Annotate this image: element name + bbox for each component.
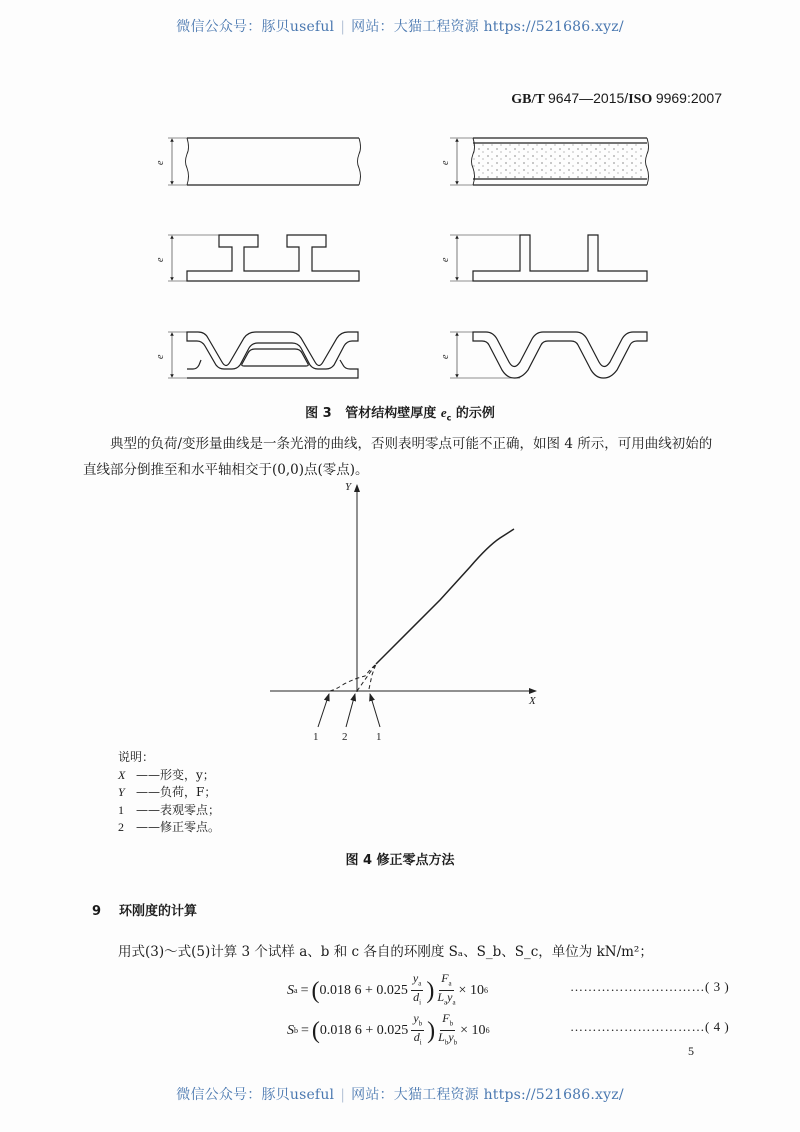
- watermark-separator: |: [340, 1087, 346, 1103]
- eq-deflection: y: [447, 990, 453, 1005]
- equation-3: S a = ( 0.018 6 + 0.025 $\frac{y_a}{d_i}$ ) $\frac{F_a}{L_ay_a}$ × 10 6: [287, 972, 488, 1010]
- eq-length: L: [438, 1030, 445, 1045]
- watermark-bottom: [0, 1084, 800, 1104]
- section-title: 环刚度的计算: [119, 904, 198, 919]
- panel-solid-wall: [168, 138, 361, 185]
- watermark-separator: |: [340, 19, 346, 35]
- iso-number: 9969:2007: [655, 90, 722, 106]
- legend-key: X: [118, 767, 126, 782]
- page-number: 5: [688, 1044, 694, 1058]
- watermark-site: 网站：大猫工程资源 https://521686.xyz/: [351, 19, 624, 35]
- equation-intro: 用式(3)～式(5)计算 3 个试样 a、b 和 c 各自的环刚度 Sₐ、S_b、S_c，单位为 kN/m²；: [118, 944, 653, 960]
- body-paragraph: 典型的负荷/变形量曲线是一条光滑的曲线，否则表明零点可能不正确，如图 4 所示，可用曲线初始的直线部分倒推至和水平轴相交于(0,0)点(零点)。: [83, 436, 713, 478]
- watermark-site: 网站：大猫工程资源 https://521686.xyz/: [351, 1087, 624, 1103]
- eq-lhs: S: [287, 1022, 294, 1038]
- eq-label: ( 4 ): [705, 1019, 730, 1034]
- eq-constants: 0.018 6 + 0.025: [319, 982, 408, 998]
- dim-label-ec: e: [155, 257, 166, 262]
- section-heading: [92, 900, 197, 919]
- y-axis-label: Y: [345, 481, 352, 493]
- extrapolation-line: [357, 664, 376, 691]
- standard-prefix: GB/T: [511, 92, 545, 107]
- panel-i-rib-wall: [168, 235, 359, 281]
- eq-deflection-sub: a: [452, 998, 456, 1007]
- caption-suffix: 的示例: [455, 406, 495, 421]
- eq-fraction-f-ly: [438, 1012, 457, 1050]
- panel-foam-core-wall: [450, 138, 649, 185]
- figure4-chart: [0, 470, 800, 750]
- legend-title: 说明：: [118, 750, 155, 764]
- eq-force: F: [441, 971, 449, 985]
- eq-fraction-y-d: [411, 1012, 424, 1050]
- figure3-caption: [0, 402, 800, 423]
- eq-lhs-sub: b: [294, 1026, 298, 1036]
- legend-text: ——修正零点。: [136, 820, 221, 834]
- marker-label-2: 2: [342, 731, 348, 743]
- eq-num: y: [413, 1011, 419, 1025]
- eq-length-sub: b: [444, 1038, 449, 1047]
- eq-den-sub: i: [419, 998, 422, 1007]
- dim-label-ec: e: [155, 160, 166, 165]
- eq-num: y: [412, 971, 419, 985]
- x-axis-label: X: [529, 695, 536, 707]
- eq-multiplier: × 10: [460, 1022, 486, 1038]
- marker-arrow-2: [346, 694, 355, 727]
- caption-text: 管材结构壁厚度: [345, 406, 437, 421]
- marker-arrow-1-left: [318, 694, 329, 727]
- dim-label-ec: e: [440, 354, 451, 359]
- equation-4: S b = ( 0.018 6 + 0.025 $\frac{y_b}{d_i}$ ) $\frac{F_b}{L_by_b}$ × 10 6: [287, 1012, 490, 1050]
- legend-key: 2: [118, 820, 124, 834]
- legend-text: ——表观零点；: [136, 802, 221, 817]
- panel-corrugated-wall: [450, 332, 647, 378]
- legend-item: [118, 767, 220, 785]
- marker-arrow-1-right: [370, 694, 380, 727]
- eq-num-sub: b: [418, 1019, 423, 1028]
- standard-number: 9647—2015/: [548, 90, 629, 106]
- eq-num-sub: a: [418, 979, 422, 988]
- legend-key: Y: [118, 785, 125, 799]
- legend-item: [118, 819, 220, 837]
- eq-fraction-y-d: [411, 972, 423, 1010]
- eq-fraction-f-ly: [437, 972, 455, 1010]
- dim-label-ec: e: [440, 257, 451, 262]
- legend-item: [118, 784, 220, 802]
- panel-t-rib-wall: [450, 235, 647, 281]
- eq-length: L: [437, 990, 444, 1005]
- marker-label-1-left: 1: [313, 731, 319, 743]
- eq-deflection-sub: b: [453, 1038, 458, 1047]
- caption-symbol-sub: c: [446, 413, 452, 423]
- section-number: 9: [92, 904, 102, 919]
- dim-label-ec: e: [155, 354, 166, 359]
- dim-label-ec: e: [440, 160, 451, 165]
- eq-length-sub: a: [444, 998, 448, 1007]
- eq-exponent: 6: [483, 986, 488, 996]
- equation-4-number: [570, 1019, 729, 1035]
- load-curve: [376, 529, 514, 664]
- marker-label-1-right: 1: [376, 731, 382, 743]
- eq-deflection: y: [448, 1030, 454, 1045]
- caption-symbol: e: [440, 405, 447, 420]
- legend-text: ——负荷，F；: [136, 785, 217, 799]
- eq-constants: 0.018 6 + 0.025: [319, 1022, 409, 1038]
- eq-force-sub: a: [448, 979, 452, 988]
- panel-hollow-profile-wall: [168, 332, 358, 378]
- legend-key: 1: [118, 802, 124, 817]
- watermark-wechat: 微信公众号：豚贝useful: [176, 1087, 335, 1103]
- eq-den: d: [413, 1030, 420, 1045]
- figure4-legend: [118, 749, 220, 837]
- eq-force-sub: b: [449, 1019, 454, 1028]
- legend-text: ——形变，y；: [136, 767, 215, 782]
- eq-den-sub: i: [419, 1038, 422, 1047]
- watermark-wechat: 微信公众号：豚贝useful: [176, 19, 335, 35]
- equation-3-number: [570, 979, 729, 995]
- legend-item: [118, 802, 220, 820]
- eq-exponent: 6: [485, 1026, 490, 1036]
- caption-number: 图 3: [305, 406, 332, 421]
- eq-leader-dots: …………………………: [570, 1019, 705, 1034]
- iso-prefix: ISO: [628, 92, 653, 107]
- figure3-drawings: [0, 0, 800, 400]
- eq-den: d: [413, 990, 420, 1005]
- eq-leader-dots: …………………………: [570, 979, 705, 994]
- eq-label: ( 3 ): [705, 979, 730, 994]
- eq-multiplier: × 10: [458, 982, 484, 998]
- eq-lhs-sub: a: [294, 986, 298, 996]
- figure4-caption: 图 4 修正零点方法: [345, 853, 455, 868]
- eq-force: F: [442, 1011, 450, 1025]
- eq-lhs: S: [287, 982, 294, 998]
